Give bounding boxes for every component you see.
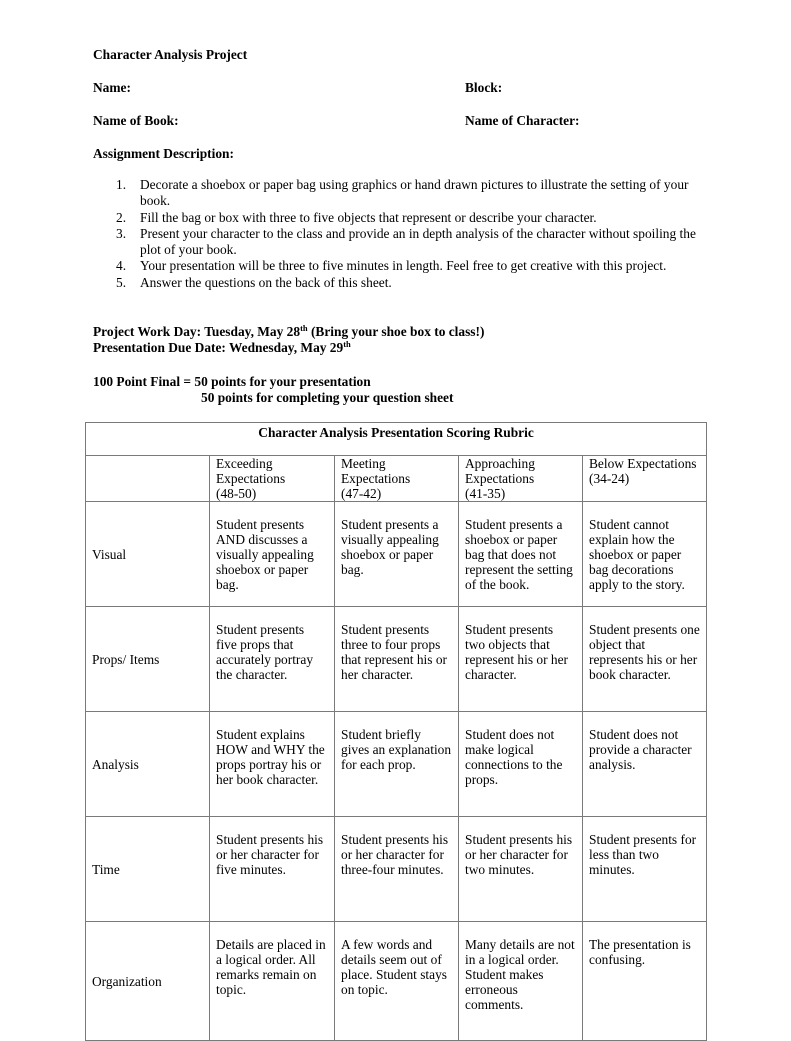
table-cell: Student presents three to four props that represent his or her character.	[335, 607, 459, 712]
table-cell: The presentation is confusing.	[583, 922, 707, 1041]
step-item: 4. Your presentation will be three to five minutes in length. Feel free to get creative with this project.	[116, 258, 667, 274]
criterion-cell: Analysis	[86, 712, 210, 817]
criterion-cell: Visual	[86, 502, 210, 607]
table-cell: Student presents for less than two minutes.	[583, 817, 707, 922]
table-cell: A few words and details seem out of place. Student stays on topic.	[335, 922, 459, 1041]
table-cell: Student presents a visually appealing shoebox or paper bag.	[335, 502, 459, 607]
criterion-cell: Props/ Items	[86, 607, 210, 712]
table-row	[86, 607, 707, 712]
column-header: Meeting Expectations (47-42)	[335, 456, 459, 502]
column-header: Approaching Expectations (41-35)	[459, 456, 583, 502]
table-cell: Student briefly gives an explanation for each prop.	[335, 712, 459, 817]
table-row	[86, 502, 707, 607]
points-line-2: 50 points for completing your question sheet	[201, 390, 454, 405]
table-row	[86, 817, 707, 922]
name-field-label: Name:	[93, 80, 131, 95]
table-row	[86, 712, 707, 817]
table-cell: Student presents a shoebox or paper bag that does not represent the setting of the book.	[459, 502, 583, 607]
table-cell: Student cannot explain how the shoebox or paper bag decorations apply to the story.	[583, 502, 707, 607]
points-line-1: 100 Point Final = 50 points for your presentation	[93, 374, 371, 389]
table-cell: Student presents AND discusses a visually appealing shoebox or paper bag.	[210, 502, 335, 607]
points-breakdown	[93, 374, 453, 406]
table-cell: Student presents his or her character for three-four minutes.	[335, 817, 459, 922]
rubric-caption: Character Analysis Presentation Scoring Rubric	[86, 423, 707, 456]
work-day-line: Project Work Day: Tuesday, May 28th (Bring your shoe box to class!)	[93, 323, 485, 339]
step-item: 1. Decorate a shoebox or paper bag using graphics or hand drawn pictures to illustrate the setting of your book.	[116, 177, 689, 209]
table-row	[86, 922, 707, 1041]
table-cell: Student does not make logical connections to the props.	[459, 712, 583, 817]
step-item: 2. Fill the bag or box with three to five objects that represent or describe your character.	[116, 209, 597, 225]
rubric-header-row	[86, 456, 707, 502]
table-cell: Student presents his or her character for five minutes.	[210, 817, 335, 922]
column-header: Exceeding Expectations (48-50)	[210, 456, 335, 502]
book-field-label: Name of Book:	[93, 113, 179, 128]
table-cell: Student does not provide a character analysis.	[583, 712, 707, 817]
criterion-cell: Time	[86, 817, 210, 922]
rubric-corner-cell	[86, 456, 210, 502]
table-cell: Many details are not in a logical order. Student makes erroneous comments.	[459, 922, 583, 1041]
table-cell: Details are placed in a logical order. All remarks remain on topic.	[210, 922, 335, 1041]
assignment-heading: Assignment Description:	[93, 146, 234, 161]
table-cell: Student presents his or her character for two minutes.	[459, 817, 583, 922]
criterion-cell: Organization	[86, 922, 210, 1041]
table-cell: Student presents five props that accurately portray the character.	[210, 607, 335, 712]
table-cell: Student presents one object that represents his or her book character.	[583, 607, 707, 712]
assignment-steps	[116, 177, 706, 291]
table-cell: Student presents two objects that represent his or her character.	[459, 607, 583, 712]
scoring-rubric-table	[85, 422, 707, 1041]
step-item: 3. Present your character to the class and provide an in depth analysis of the character without spoiling the plot of your book.	[116, 225, 696, 258]
due-date-line: Presentation Due Date: Wednesday, May 29th	[93, 339, 351, 355]
column-header: Below Expectations (34-24)	[583, 456, 707, 502]
character-field-label: Name of Character:	[465, 113, 580, 128]
document-title: Character Analysis Project	[93, 47, 248, 62]
table-cell: Student explains HOW and WHY the props portray his or her book character.	[210, 712, 335, 817]
step-item: 5. Answer the questions on the back of this sheet.	[116, 274, 392, 290]
block-field-label: Block:	[465, 80, 503, 95]
project-dates	[93, 324, 484, 356]
